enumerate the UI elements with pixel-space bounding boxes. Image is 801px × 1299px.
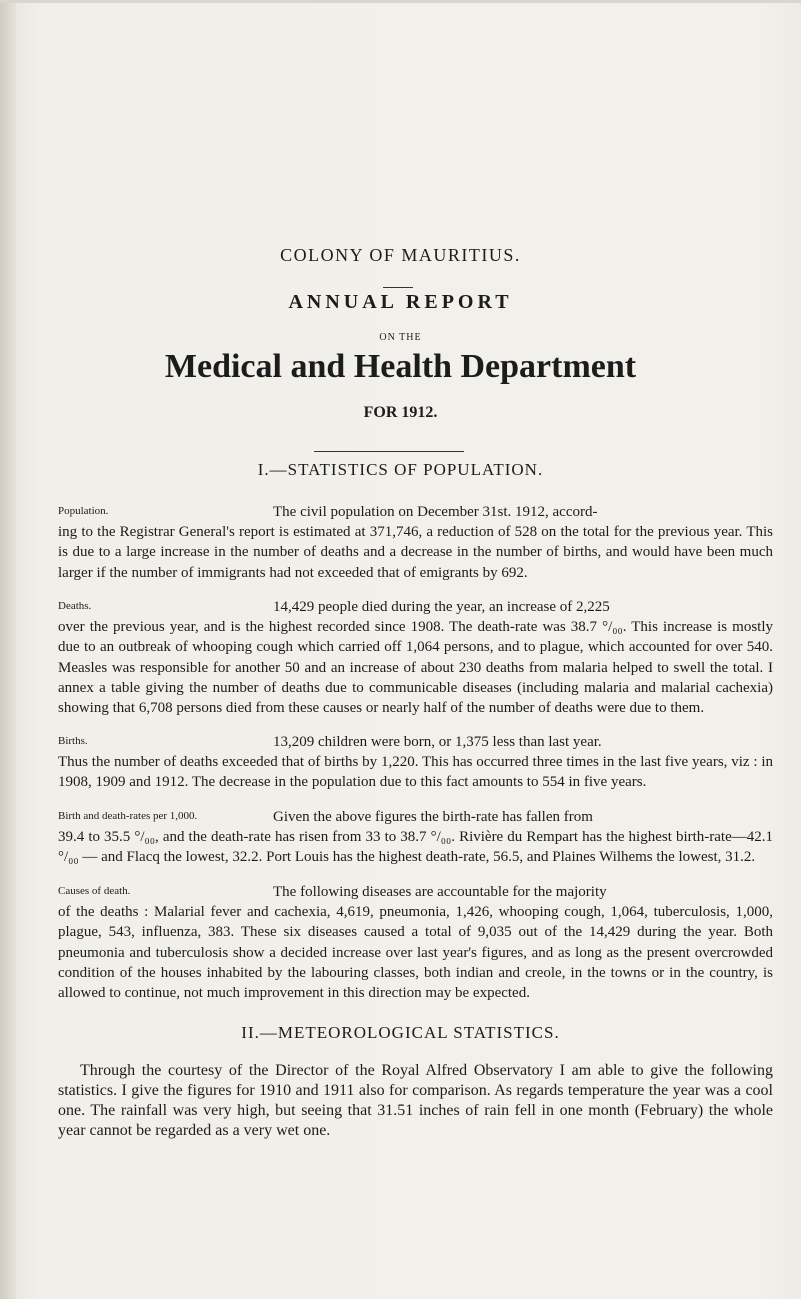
paragraph-deaths (58, 597, 773, 718)
paragraph-body: Thus the number of deaths exceeded that of births by 1,220. This has occurred three times in the last five years, viz : in 1908, 1909 and 1912. The decrease in the population due to this fact amounts to 554 in five years. (58, 754, 773, 791)
department-title: Medical and Health Department (164, 348, 637, 385)
paragraph-lead: The civil population on December 31st. 1912, accord- (273, 504, 598, 520)
top-edge (0, 0, 801, 3)
margin-label-births: Births. (58, 735, 88, 747)
page-binding-edge (0, 0, 16, 1299)
paragraph-body: ing to the Registrar General's report is estimated at 371,746, a reduction of 528 on the total for the previous year. This is due to a large increase in the number of deaths and a decrease in the number of births, and would have been much larger if the number of immigrants had not exceeded that of emigrants by 692. (58, 524, 773, 581)
section-heading-meteorological: II.—METEOROLOGICAL STATISTICS. (241, 1023, 560, 1042)
report-year: FOR 1912. (363, 404, 438, 421)
paragraph-population (58, 502, 773, 583)
margin-label-deaths: Deaths. (58, 600, 92, 612)
paragraph-causes (58, 882, 773, 1003)
section-heading-population: I.—STATISTICS OF POPULATION. (257, 460, 544, 479)
paragraph-lead: The following diseases are accountable for the majority (273, 884, 607, 900)
margin-label-causes: Causes of death. (58, 885, 131, 897)
on-the-line: ON THE (379, 332, 422, 343)
paragraph-lead: Given the above figures the birth-rate has fallen from (273, 809, 593, 825)
paragraph-lead: 13,209 children were born, or 1,375 less than last year. (273, 734, 602, 750)
margin-label-population: Population. (58, 505, 109, 517)
title-divider (314, 451, 464, 452)
paragraph-rates (58, 807, 773, 868)
paragraph-lead: 14,429 people died during the year, an increase of 2,225 (273, 599, 610, 615)
annual-report-title: ANNUAL REPORT (288, 291, 513, 313)
paragraph-body: of the deaths : Malarial fever and cachexia, 4,619, pneumonia, 1,426, whooping cough, 1,064, tuberculosis, 1,000, plague, 543, influenza, 383. These six diseases caused a total of 9,035 out of the 14,429 during the year. Both pneumonia and tuberculosis show a decided increase over last year's figures, and as long as the present overcrowded condition of the houses inhabited by the labouring classes, both indian and creole, in the towns or in the country, is allowed to continue, not much improvement in this direction may be expected. (58, 904, 773, 1002)
margin-label-rates: Birth and death-rates per 1,000. (58, 810, 198, 822)
colony-heading: COLONY OF MAURITIUS. (280, 245, 521, 265)
paragraph-meteorological: Through the courtesy of the Director of the Royal Alfred Observatory I am able to give the following statistics. I give the figures for 1910 and 1911 also for comparison. As regards temperature the year was a cool one. The rainfall was very high, but seeing that 31.51 inches of rain fell in one month (February) the whole year cannot be regarded as a very wet one. (58, 1062, 773, 1139)
paragraph-body: over the previous year, and is the highest recorded since 1908. The death-rate was 38.7 °/₀₀. This increase is mostly due to an outbreak of whooping cough which carried off 1,064 persons, and to plague, which accounted for over 540. Measles was responsible for another 50 and an increase of about 230 deaths from malaria helped to swell the total. I annex a table giving the number of deaths due to communicable diseases (including malaria and malarial cachexia) showing that 6,708 persons died from these causes or nearly half of the number of deaths were due to them. (58, 619, 773, 717)
paragraph-births (58, 732, 773, 793)
short-divider (383, 287, 413, 288)
paragraph-body: 39.4 to 35.5 °/₀₀, and the death-rate has risen from 33 to 38.7 °/₀₀. Rivière du Rempart has the highest birth-rate—42.1 °/₀₀ — and Flacq the lowest, 32.2. Port Louis has the highest death-rate, 56.5, and Plaines Wilhems the lowest, 31.2. (58, 829, 773, 866)
